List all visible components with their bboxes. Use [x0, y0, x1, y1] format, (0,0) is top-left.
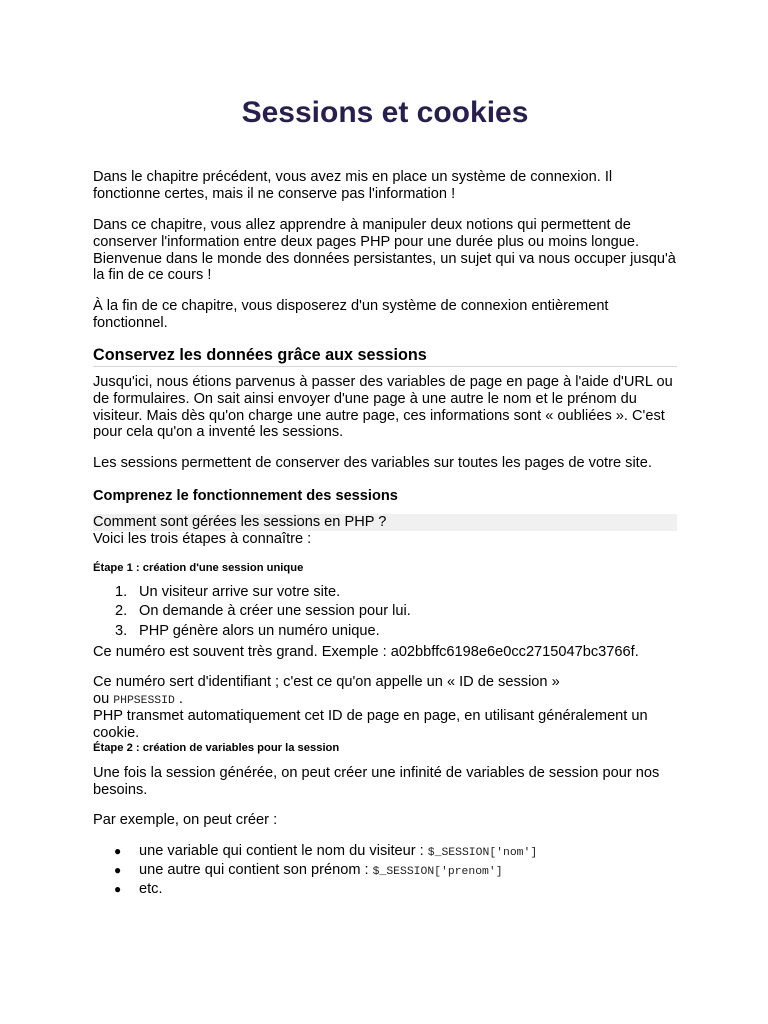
code-snippet: $_SESSION['nom'] — [427, 847, 538, 859]
list-item-text: On demande à créer une session pour lui. — [139, 603, 411, 620]
list-item — [93, 602, 677, 621]
session-id-definition: Ce numéro sert d'identifiant ; c'est ce qu'on appelle un « ID de session » — [93, 674, 560, 690]
phpsessid-code: PHPSESSID — [113, 695, 175, 707]
list-item-text: une variable qui contient le nom du visiteur : — [139, 843, 428, 859]
bullet-icon: ● — [114, 844, 122, 858]
section-divider — [93, 366, 677, 367]
ou-text: ou — [93, 691, 110, 707]
step1-list — [93, 583, 677, 641]
list-number: 3. — [115, 622, 128, 639]
page-title: Sessions et cookies — [241, 96, 529, 129]
step2-paragraph-2: Par exemple, on peut créer : — [93, 812, 278, 828]
steps-lead: Voici les trois étapes à connaître : — [93, 531, 312, 547]
list-item-text: etc. — [139, 881, 163, 898]
session-id-alias-line — [93, 691, 677, 710]
code-snippet: $_SESSION['prenom'] — [372, 866, 503, 879]
section1-paragraph-2: Les sessions permettent de conserver des variables sur toutes les pages de votre site. — [93, 455, 652, 471]
step2-heading: Étape 2 : création de variables pour la session — [93, 742, 340, 754]
list-item — [93, 881, 677, 900]
bullet-icon: ● — [114, 863, 122, 878]
intro-paragraph-1: Dans le chapitre précédent, vous avez mis en place un système de connexion. Il fonctionne certes, mais il ne conserve pas l'information ! — [93, 169, 613, 202]
transmit-paragraph: PHP transmet automatiquement cet ID de page en page, en utilisant généralement un cookie. — [93, 708, 648, 741]
step1-heading: Étape 1 : création d'une session unique — [93, 562, 304, 574]
period-text: . — [178, 691, 183, 707]
list-item-text: PHP génère alors un numéro unique. — [139, 622, 380, 639]
intro-paragraph-3: À la fin de ce chapitre, vous disposerez d'un système de connexion entièrement fonctionnel. — [93, 298, 609, 331]
list-item-text: Un visiteur arrive sur votre site. — [139, 584, 341, 600]
intro-paragraph-2: Dans ce chapitre, vous allez apprendre à manipuler deux notions qui permettent de conserver l'information entre deux pages PHP pour une durée plus ou moins longue. Bienvenue dans le monde des données persistantes, un sujet qui va nous occuper jusqu'à la fin de ce cours ! — [93, 217, 676, 284]
session-id-example: Ce numéro est souvent très grand. Exemple : a02bbffc6198e6e0cc2715047bc3766f. — [93, 644, 639, 660]
subheading-fonctionnement: Comprenez le fonctionnement des sessions — [93, 488, 398, 504]
section-heading-sessions: Conservez les données grâce aux sessions — [93, 346, 427, 364]
section1-paragraph-1: Jusqu'ici, nous étions parvenus à passer des variables de page en page à l'aide d'URL ou de formulaires. On sait ainsi envoyer d'une page à une autre le nom et le prénom du visiteur. Mais dès qu'on charge une autre page, ces informations sont « oubliées ». C'est pour cela qu'on a inventé les sessions. — [93, 374, 673, 441]
list-item — [93, 843, 677, 862]
list-item — [93, 583, 677, 602]
session-variables-list — [93, 843, 677, 901]
list-item — [93, 622, 677, 641]
list-number: 1. — [115, 584, 128, 600]
step2-paragraph-1: Une fois la session générée, on peut créer une infinité de variables de session pour nos besoins. — [93, 765, 660, 798]
list-item — [93, 862, 677, 881]
bullet-icon: ● — [114, 882, 122, 897]
list-item-text: une autre qui contient son prénom : — [139, 862, 373, 879]
list-number: 2. — [115, 603, 128, 620]
question-line: Comment sont gérées les sessions en PHP ? — [93, 514, 677, 531]
